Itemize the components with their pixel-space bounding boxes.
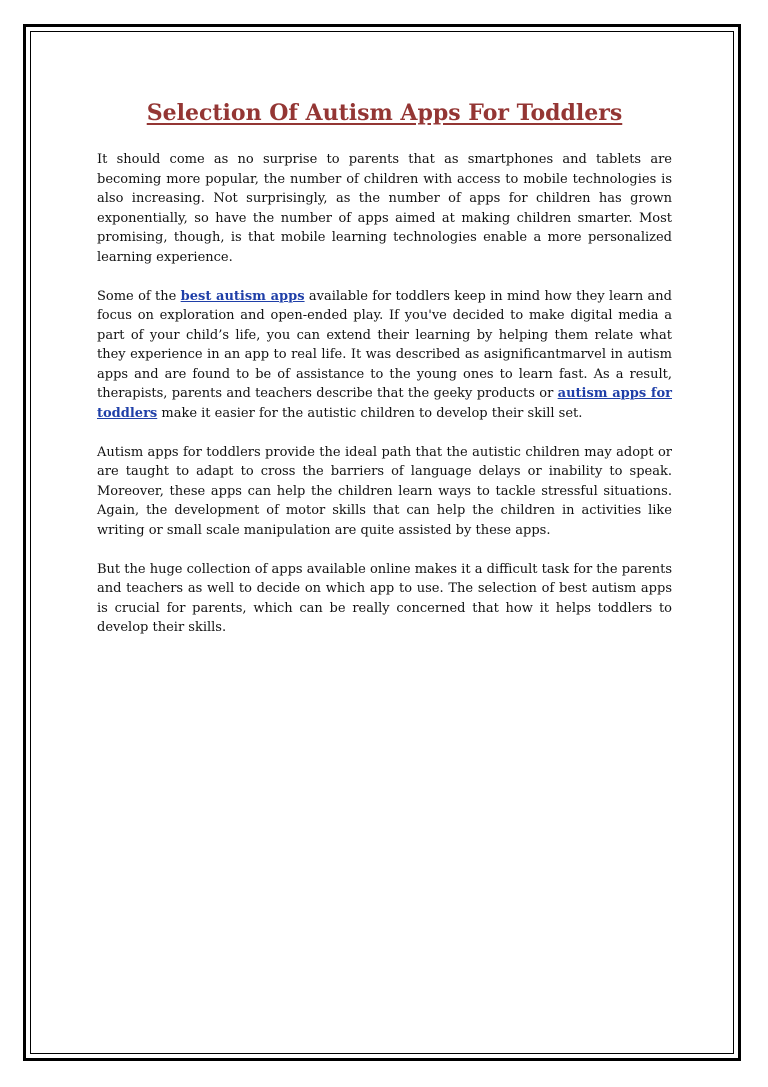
paragraph-2-text-c: make it easier for the autistic children to develop their skill set. — [157, 405, 583, 421]
paragraph-2 — [97, 287, 672, 424]
document-title: Selection Of Autism Apps For Toddlers — [146, 100, 623, 126]
autism-apps-for-toddlers-link[interactable]: autism apps for toddlers — [97, 386, 672, 421]
paragraph-1: It should come as no surprise to parents that as smartphones and tablets are becoming more popular, the number of children with access to mobile technologies is also increasing. Not surprisingly, as the number of apps for children has grown exponentially, so have the number of apps aimed at making children smarter. Most promising, though, is that mobile learning technologies enable a more personalized learning experience. — [97, 152, 672, 265]
paragraph-2-text-b: available for toddlers keep in mind how they learn and focus on exploration and open-ended play. If you've decided to make digital media a part of your child’s life, you can extend their learning by helping them relate what they experience in an app to real life. It was described as asignificantmarvel in autism apps and are found to be of assistance to the young ones to learn fast. As a result, therapists, parents and teachers describe that the geeky products or — [97, 288, 672, 401]
best-autism-apps-link[interactable]: best autism apps — [180, 288, 305, 304]
paragraph-3: Autism apps for toddlers provide the ideal path that the autistic children may adopt or are taught to adapt to cross the barriers of language delays or inability to speak. Moreover, these apps can help the children learn ways to tackle stressful situations. Again, the development of motor skills that can help the children in activities like writing or small scale manipulation are quite assisted by these apps. — [97, 444, 672, 538]
paragraph-2-text-a: Some of the — [97, 288, 181, 304]
paragraph-4: But the huge collection of apps available online makes it a difficult task for the parents and teachers as well to decide on which app to use. The selection of best autism apps is crucial for parents, which can be really concerned that how it helps toddlers to develop their skills. — [97, 561, 672, 635]
document-body — [97, 98, 672, 657]
